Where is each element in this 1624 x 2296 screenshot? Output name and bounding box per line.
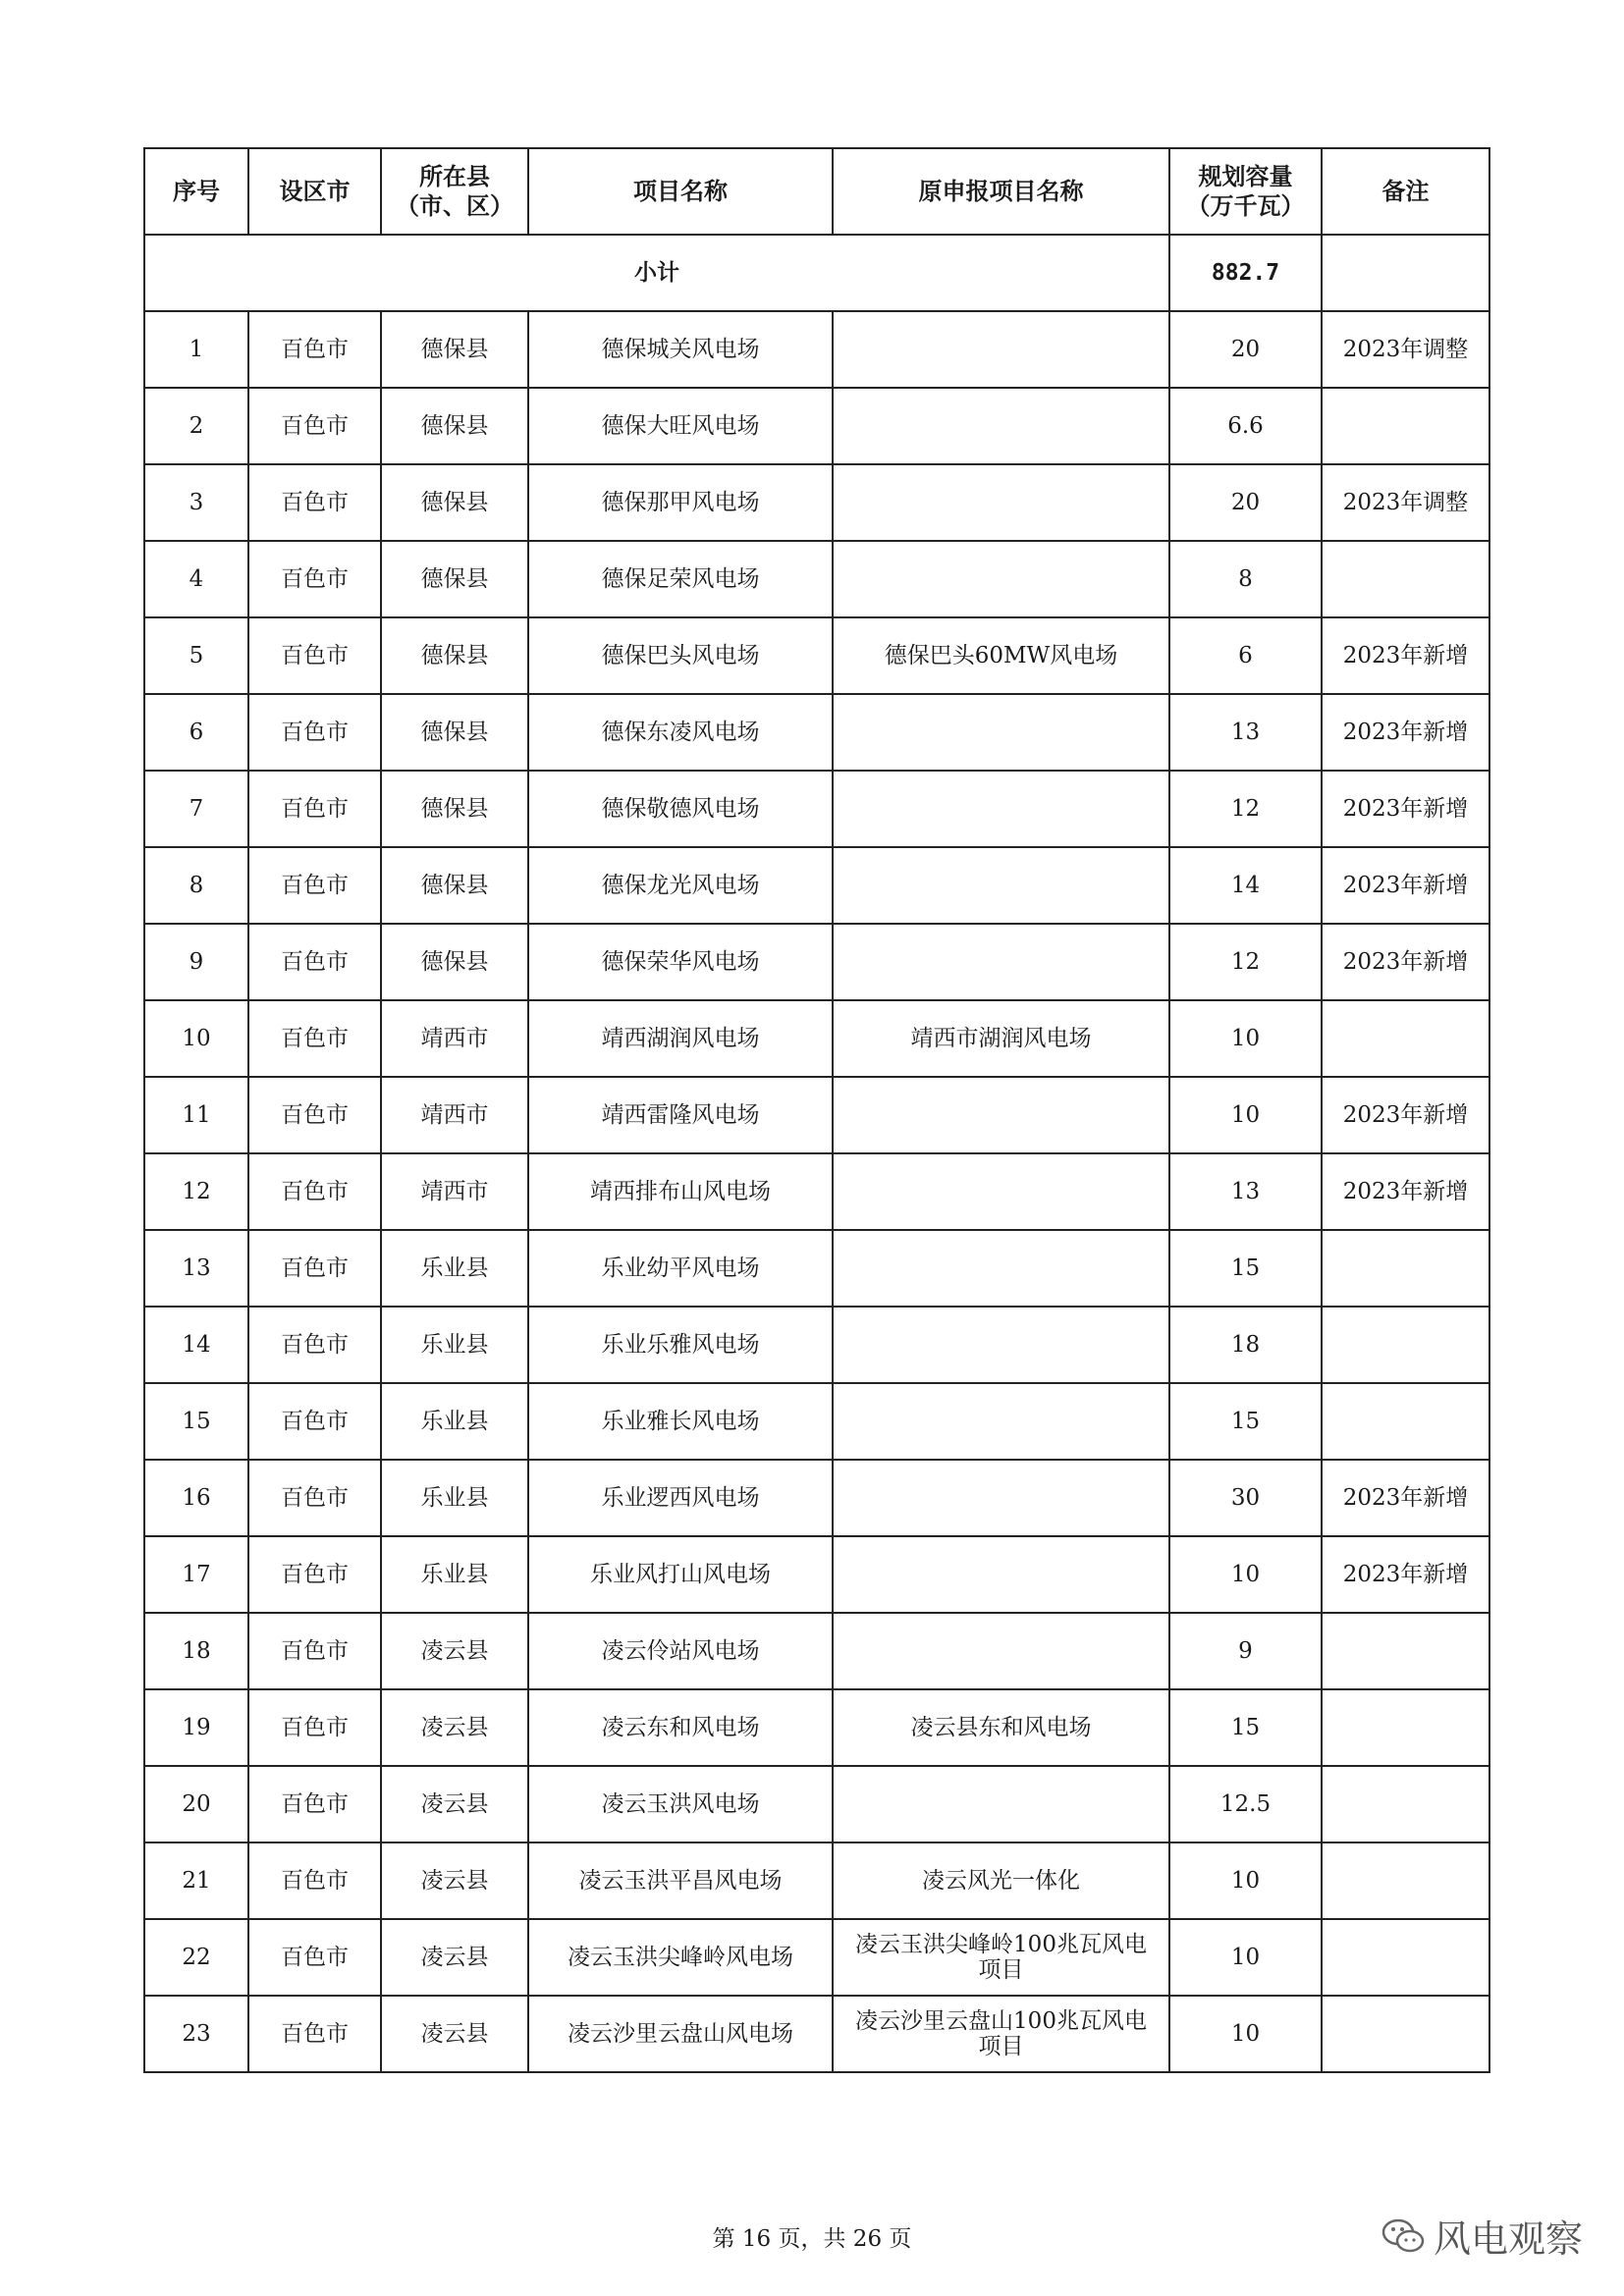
cell-city: 百色市 [248, 924, 381, 1000]
table-row [144, 311, 1489, 388]
cell-project-name: 靖西雷隆风电场 [528, 1077, 833, 1153]
cell-project-name: 德保敬德风电场 [528, 771, 833, 847]
cell-county: 凌云县 [381, 1996, 528, 2072]
table-row [144, 1842, 1489, 1919]
cell-county: 凌云县 [381, 1919, 528, 1996]
cell-remark: 2023年新增 [1322, 924, 1489, 1000]
subtotal-label: 小计 [144, 235, 1169, 311]
cell-city: 百色市 [248, 847, 381, 924]
cell-capacity: 18 [1169, 1307, 1322, 1383]
cell-county: 凌云县 [381, 1689, 528, 1766]
cell-project-name: 凌云玉洪尖峰岭风电场 [528, 1919, 833, 1996]
cell-seq: 3 [144, 464, 248, 541]
cell-remark: 2023年新增 [1322, 694, 1489, 771]
page-footer: 第 16 页，共 26 页 [712, 2226, 912, 2252]
cell-original-name [833, 311, 1169, 388]
cell-original-name: 靖西市湖润风电场 [833, 1000, 1169, 1077]
cell-city: 百色市 [248, 388, 381, 464]
cell-original-name [833, 694, 1169, 771]
table-row [144, 1536, 1489, 1613]
cell-county: 德保县 [381, 924, 528, 1000]
cell-city: 百色市 [248, 694, 381, 771]
cell-seq: 19 [144, 1689, 248, 1766]
cell-seq: 15 [144, 1383, 248, 1460]
cell-remark [1322, 1383, 1489, 1460]
cell-original-name [833, 1077, 1169, 1153]
cell-county: 德保县 [381, 541, 528, 617]
cell-remark [1322, 541, 1489, 617]
cell-original-name: 凌云县东和风电场 [833, 1689, 1169, 1766]
cell-project-name: 凌云沙里云盘山风电场 [528, 1996, 833, 2072]
table-row [144, 1000, 1489, 1077]
cell-capacity: 10 [1169, 1842, 1322, 1919]
table-row [144, 1689, 1489, 1766]
cell-county: 乐业县 [381, 1307, 528, 1383]
cell-capacity: 10 [1169, 1077, 1322, 1153]
cell-project-name: 德保城关风电场 [528, 311, 833, 388]
cell-capacity: 15 [1169, 1230, 1322, 1307]
table-row [144, 1077, 1489, 1153]
cell-remark [1322, 1842, 1489, 1919]
cell-capacity: 10 [1169, 1919, 1322, 1996]
cell-city: 百色市 [248, 464, 381, 541]
cell-remark [1322, 1000, 1489, 1077]
cell-remark [1322, 388, 1489, 464]
cell-original-name [833, 1383, 1169, 1460]
table-row [144, 1307, 1489, 1383]
cell-remark: 2023年新增 [1322, 1536, 1489, 1613]
table-row [144, 847, 1489, 924]
cell-capacity: 10 [1169, 1536, 1322, 1613]
cell-county: 靖西市 [381, 1153, 528, 1230]
cell-city: 百色市 [248, 1766, 381, 1842]
cell-project-name: 德保东凌风电场 [528, 694, 833, 771]
cell-project-name: 德保龙光风电场 [528, 847, 833, 924]
cell-project-name: 乐业幼平风电场 [528, 1230, 833, 1307]
cell-county: 凌云县 [381, 1766, 528, 1842]
cell-remark [1322, 1689, 1489, 1766]
cell-project-name: 凌云东和风电场 [528, 1689, 833, 1766]
cell-county: 乐业县 [381, 1230, 528, 1307]
cell-capacity: 6 [1169, 617, 1322, 694]
cell-remark: 2023年新增 [1322, 771, 1489, 847]
cell-seq: 4 [144, 541, 248, 617]
cell-city: 百色市 [248, 1996, 381, 2072]
cell-capacity: 6.6 [1169, 388, 1322, 464]
cell-city: 百色市 [248, 1689, 381, 1766]
cell-capacity: 12.5 [1169, 1766, 1322, 1842]
cell-city: 百色市 [248, 771, 381, 847]
cell-seq: 1 [144, 311, 248, 388]
cell-capacity: 20 [1169, 464, 1322, 541]
table-row [144, 694, 1489, 771]
cell-capacity: 20 [1169, 311, 1322, 388]
cell-city: 百色市 [248, 311, 381, 388]
subtotal-value: 882.7 [1169, 235, 1322, 311]
watermark-text: 风电观察 [1433, 2217, 1583, 2261]
cell-seq: 18 [144, 1613, 248, 1689]
cell-project-name: 德保那甲风电场 [528, 464, 833, 541]
cell-capacity: 30 [1169, 1460, 1322, 1536]
cell-seq: 5 [144, 617, 248, 694]
cell-seq: 6 [144, 694, 248, 771]
cell-original-name: 凌云玉洪尖峰岭100兆瓦风电 项目 [833, 1919, 1169, 1996]
cell-seq: 9 [144, 924, 248, 1000]
cell-city: 百色市 [248, 541, 381, 617]
cell-original-name [833, 464, 1169, 541]
cell-seq: 21 [144, 1842, 248, 1919]
cell-seq: 22 [144, 1919, 248, 1996]
cell-original-name [833, 924, 1169, 1000]
table-row [144, 541, 1489, 617]
cell-remark: 2023年新增 [1322, 1077, 1489, 1153]
table-row [144, 1766, 1489, 1842]
cell-original-name [833, 1153, 1169, 1230]
header-original-name: 原申报项目名称 [833, 148, 1169, 235]
table-row [144, 464, 1489, 541]
cell-project-name: 乐业风打山风电场 [528, 1536, 833, 1613]
cell-project-name: 乐业逻西风电场 [528, 1460, 833, 1536]
cell-project-name: 凌云玉洪风电场 [528, 1766, 833, 1842]
cell-county: 靖西市 [381, 1077, 528, 1153]
cell-capacity: 10 [1169, 1996, 1322, 2072]
cell-city: 百色市 [248, 1613, 381, 1689]
cell-project-name: 德保足荣风电场 [528, 541, 833, 617]
cell-project-name: 德保巴头风电场 [528, 617, 833, 694]
cell-capacity: 9 [1169, 1613, 1322, 1689]
cell-original-name: 凌云沙里云盘山100兆瓦风电 项目 [833, 1996, 1169, 2072]
cell-original-name [833, 771, 1169, 847]
table-row [144, 1383, 1489, 1460]
cell-capacity: 10 [1169, 1000, 1322, 1077]
header-seq: 序号 [144, 148, 248, 235]
cell-seq: 13 [144, 1230, 248, 1307]
cell-seq: 20 [144, 1766, 248, 1842]
cell-capacity: 8 [1169, 541, 1322, 617]
cell-remark [1322, 1996, 1489, 2072]
cell-remark [1322, 1766, 1489, 1842]
table-row [144, 771, 1489, 847]
cell-original-name: 德保巴头60MW风电场 [833, 617, 1169, 694]
cell-remark [1322, 1230, 1489, 1307]
cell-capacity: 15 [1169, 1383, 1322, 1460]
cell-city: 百色市 [248, 617, 381, 694]
cell-county: 靖西市 [381, 1000, 528, 1077]
header-city: 设区市 [248, 148, 381, 235]
table-row [144, 1919, 1489, 1996]
cell-county: 德保县 [381, 388, 528, 464]
table-row [144, 1153, 1489, 1230]
cell-seq: 7 [144, 771, 248, 847]
cell-city: 百色市 [248, 1307, 381, 1383]
cell-project-name: 德保荣华风电场 [528, 924, 833, 1000]
table-row [144, 1460, 1489, 1536]
cell-city: 百色市 [248, 1842, 381, 1919]
cell-county: 德保县 [381, 847, 528, 924]
cell-seq: 10 [144, 1000, 248, 1077]
cell-county: 乐业县 [381, 1460, 528, 1536]
cell-remark: 2023年新增 [1322, 1460, 1489, 1536]
header-county: 所在县 （市、区） [381, 148, 528, 235]
header-remark: 备注 [1322, 148, 1489, 235]
cell-original-name [833, 1613, 1169, 1689]
cell-seq: 8 [144, 847, 248, 924]
cell-city: 百色市 [248, 1230, 381, 1307]
cell-city: 百色市 [248, 1460, 381, 1536]
cell-county: 德保县 [381, 694, 528, 771]
cell-capacity: 14 [1169, 847, 1322, 924]
cell-county: 凌云县 [381, 1613, 528, 1689]
cell-original-name [833, 1460, 1169, 1536]
cell-seq: 16 [144, 1460, 248, 1536]
table-row [144, 388, 1489, 464]
watermark [1380, 2209, 1583, 2263]
cell-seq: 2 [144, 388, 248, 464]
table-row [144, 924, 1489, 1000]
cell-original-name [833, 847, 1169, 924]
cell-county: 德保县 [381, 311, 528, 388]
table-row [144, 1230, 1489, 1307]
cell-original-name: 凌云风光一体化 [833, 1842, 1169, 1919]
table-row [144, 1613, 1489, 1689]
header-capacity: 规划容量 （万千瓦） [1169, 148, 1322, 235]
table-header-row [144, 148, 1489, 235]
cell-project-name: 凌云伶站风电场 [528, 1613, 833, 1689]
cell-original-name [833, 388, 1169, 464]
cell-original-name [833, 541, 1169, 617]
cell-original-name [833, 1536, 1169, 1613]
cell-project-name: 靖西湖润风电场 [528, 1000, 833, 1077]
cell-remark [1322, 1613, 1489, 1689]
cell-seq: 12 [144, 1153, 248, 1230]
cell-project-name: 乐业雅长风电场 [528, 1383, 833, 1460]
table-row [144, 1996, 1489, 2072]
cell-original-name [833, 1230, 1169, 1307]
cell-remark: 2023年新增 [1322, 847, 1489, 924]
cell-county: 德保县 [381, 771, 528, 847]
subtotal-row [144, 235, 1489, 311]
project-table [143, 147, 1490, 2073]
cell-capacity: 13 [1169, 1153, 1322, 1230]
cell-city: 百色市 [248, 1077, 381, 1153]
cell-remark: 2023年调整 [1322, 464, 1489, 541]
table-row [144, 617, 1489, 694]
cell-city: 百色市 [248, 1000, 381, 1077]
cell-seq: 17 [144, 1536, 248, 1613]
cell-county: 乐业县 [381, 1383, 528, 1460]
cell-original-name [833, 1766, 1169, 1842]
subtotal-remark [1322, 235, 1489, 311]
cell-original-name [833, 1307, 1169, 1383]
cell-project-name: 乐业乐雅风电场 [528, 1307, 833, 1383]
cell-county: 乐业县 [381, 1536, 528, 1613]
cell-capacity: 12 [1169, 771, 1322, 847]
wechat-icon [1380, 2216, 1426, 2256]
cell-city: 百色市 [248, 1536, 381, 1613]
cell-capacity: 15 [1169, 1689, 1322, 1766]
cell-county: 德保县 [381, 617, 528, 694]
cell-remark: 2023年调整 [1322, 311, 1489, 388]
header-project-name: 项目名称 [528, 148, 833, 235]
cell-project-name: 靖西排布山风电场 [528, 1153, 833, 1230]
cell-city: 百色市 [248, 1153, 381, 1230]
cell-seq: 14 [144, 1307, 248, 1383]
cell-seq: 11 [144, 1077, 248, 1153]
cell-project-name: 德保大旺风电场 [528, 388, 833, 464]
cell-capacity: 12 [1169, 924, 1322, 1000]
cell-remark: 2023年新增 [1322, 1153, 1489, 1230]
cell-remark [1322, 1919, 1489, 1996]
cell-remark [1322, 1307, 1489, 1383]
cell-city: 百色市 [248, 1383, 381, 1460]
cell-remark: 2023年新增 [1322, 617, 1489, 694]
cell-project-name: 凌云玉洪平昌风电场 [528, 1842, 833, 1919]
cell-county: 凌云县 [381, 1842, 528, 1919]
cell-city: 百色市 [248, 1919, 381, 1996]
cell-county: 德保县 [381, 464, 528, 541]
cell-seq: 23 [144, 1996, 248, 2072]
cell-capacity: 13 [1169, 694, 1322, 771]
